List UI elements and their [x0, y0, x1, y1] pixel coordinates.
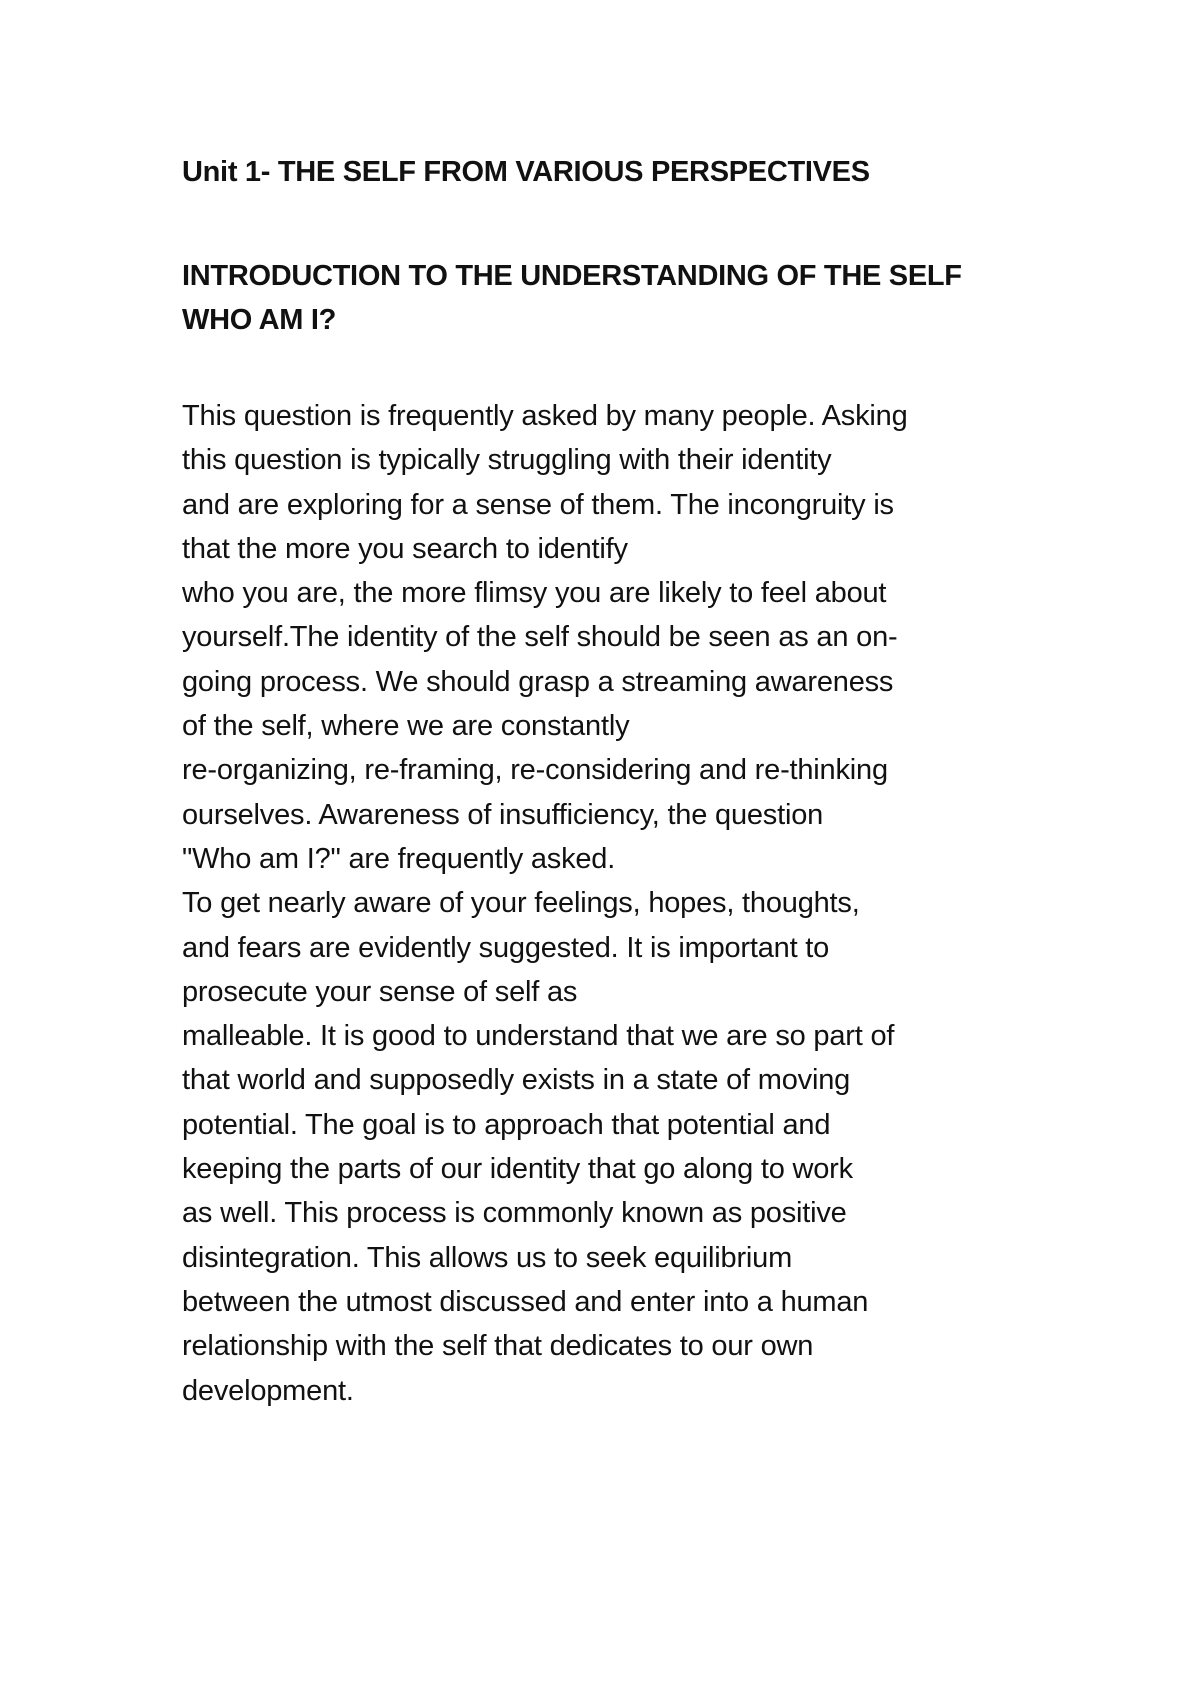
body-line: This question is frequently asked by many people. Asking [182, 400, 908, 432]
body-line: this question is typically struggling with their identity [182, 444, 832, 477]
body-line: prosecute your sense of self as [182, 975, 578, 1008]
body-line: keeping the parts of our identity that go along to work [182, 1153, 853, 1186]
body-line: yourself.The identity of the self should be seen as an on- [182, 621, 898, 654]
document-content [182, 150, 1062, 1413]
body-line: who you are, the more flimsy you are likely to feel about [182, 577, 887, 610]
unit-title: Unit 1- THE SELF FROM VARIOUS PERSPECTIVES [182, 156, 870, 188]
body-line: and are exploring for a sense of them. The incongruity is [182, 488, 894, 521]
section-heading-line-1: INTRODUCTION TO THE UNDERSTANDING OF THE SELF [182, 260, 962, 292]
body-line: malleable. It is good to understand that we are so part of [182, 1020, 895, 1053]
section-heading-line-2: WHO AM I? [182, 304, 337, 336]
body-line: disintegration. This allows us to seek equilibrium [182, 1241, 793, 1274]
body-line: potential. The goal is to approach that potential and [182, 1108, 831, 1141]
body-line: "Who am I?" are frequently asked. [182, 842, 616, 875]
body-line: going process. We should grasp a streaming awareness [182, 665, 894, 698]
body-line: as well. This process is commonly known as positive [182, 1197, 847, 1230]
body-line: ourselves. Awareness of insufficiency, the question [182, 798, 824, 831]
body-line: re-organizing, re-framing, re-considering and re-thinking [182, 754, 888, 787]
body-line: of the self, where we are constantly [182, 710, 630, 743]
body-line: relationship with the self that dedicates to our own [182, 1330, 814, 1363]
section-heading [182, 254, 1062, 342]
body-line: and fears are evidently suggested. It is important to [182, 931, 830, 964]
body-line: To get nearly aware of your feelings, hopes, thoughts, [182, 887, 860, 920]
body-line: between the utmost discussed and enter into a human [182, 1285, 869, 1318]
body-paragraph [182, 394, 1062, 1413]
body-line: that world and supposedly exists in a state of moving [182, 1064, 851, 1097]
body-line: that the more you search to identify [182, 532, 628, 565]
body-line: development. [182, 1374, 354, 1407]
